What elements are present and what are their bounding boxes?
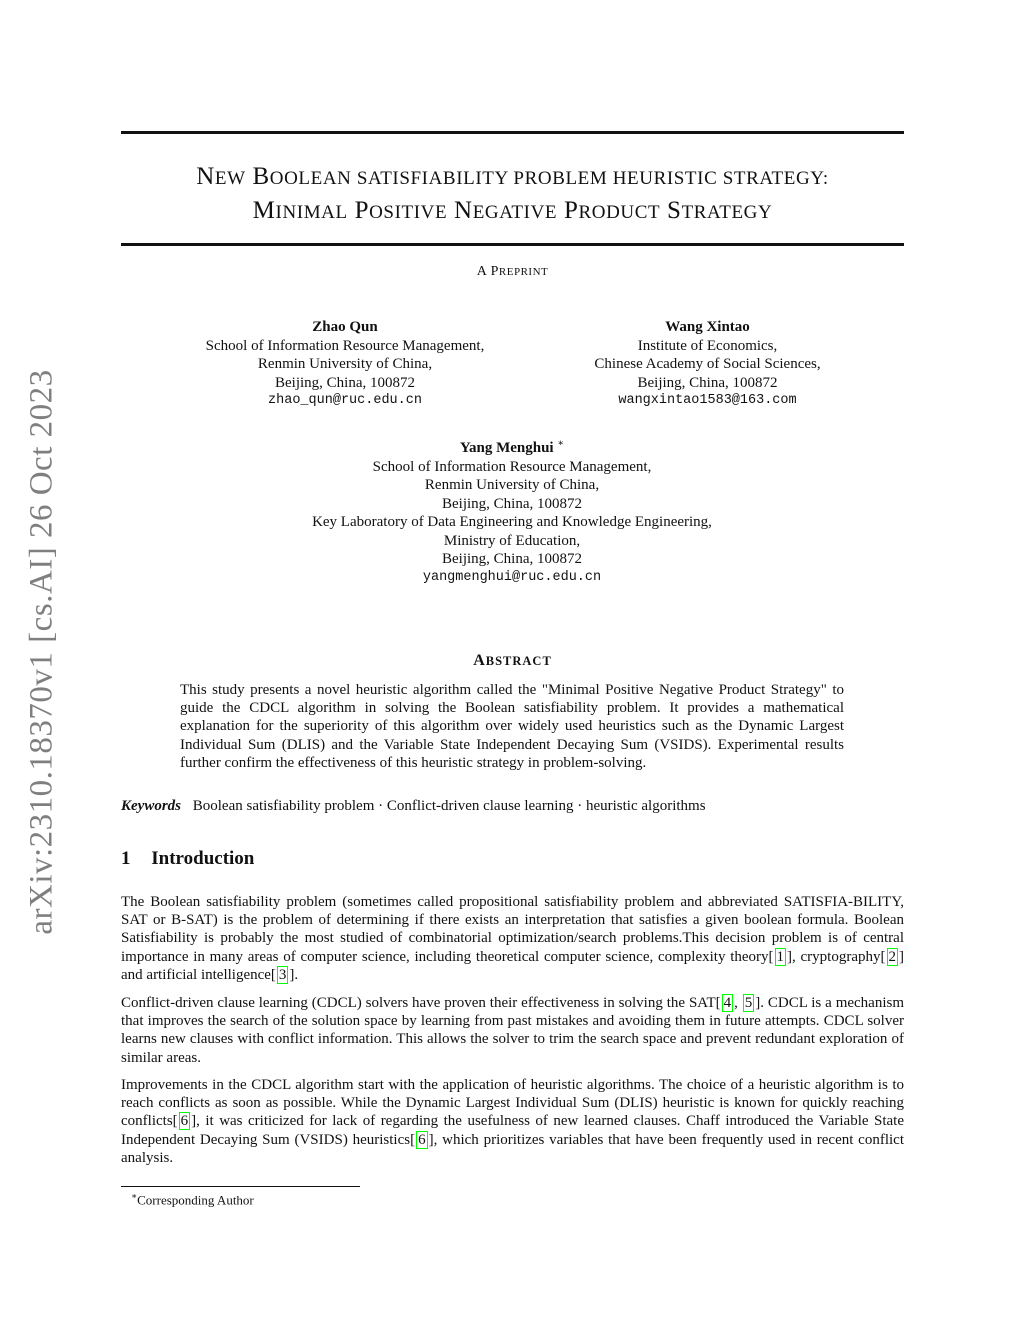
section-title: Introduction — [151, 848, 255, 869]
author-affiliation-line: Institute of Economics, — [637, 337, 778, 354]
citation-link[interactable]: 6 — [180, 1113, 189, 1130]
author-name: Yang Menghui — [459, 440, 554, 456]
paragraph-text: The Boolean satisfiability problem (sometimes called propositional satisfiability problem and abbreviated SATISFIA-BILITY, SAT or B-SAT) is the problem of determining if there exists an interpretation that satisfies a given boolean formula. Boolean Satisfiability is probably the most studied of combinatorial optimization/search problems.This decision problem is of central importance in many areas of computer science, including theoretical computer science, complexity theory[ — [121, 894, 904, 965]
author-name: Wang Xintao — [665, 319, 750, 335]
author-affiliation-line: Ministry of Education, — [443, 532, 581, 549]
citation-link[interactable]: 6 — [418, 1131, 426, 1148]
title-word: NEGATIVE — [454, 197, 558, 224]
author-block — [545, 318, 870, 411]
arxiv-identifier-stamp: arXiv:2310.18370v1 [cs.AI] 26 Oct 2023 — [23, 369, 60, 935]
author-affiliation-line: Beijing, China, 100872 — [442, 551, 582, 567]
footnote — [131, 1191, 254, 1208]
abstract-heading: ABSTRACT — [473, 652, 552, 669]
title-word: POSITIVE — [354, 197, 448, 224]
paragraph-text: , — [734, 995, 742, 1011]
author-email: zhao_qun@ruc.edu.cn — [268, 393, 422, 408]
author-affiliation-line: Chinese Academy of Social Sciences, — [594, 356, 821, 372]
author-affiliation-line: Key Laboratory of Data Engineering and Knowledge Engineering, — [312, 514, 712, 530]
title-word: STRATEGY — [667, 197, 773, 224]
citation-link[interactable]: 2 — [888, 948, 896, 965]
paragraph-text: ]. CDCL is a mechanism that improves the search of the solution space by learning from past mistakes and avoiding them in future attempts. CDCL solver learns new clauses with conflict information. This allows the solver to trim the search space and prevent redundant exploration of similar areas. — [121, 995, 905, 1066]
keywords-line — [121, 797, 904, 815]
citation-link[interactable]: 4 — [723, 995, 732, 1011]
paper-title-line-2 — [121, 195, 904, 229]
section-number: 1 — [121, 848, 131, 869]
paragraph-text: ], it was criticized for lack of regarding the usefulness of new learned clauses. Chaff introduced the Variable State Independent Decaying Sum (VSIDS) heuristics[ — [121, 1113, 904, 1148]
paper-title-line-1 — [121, 161, 904, 195]
citation-link[interactable]: 3 — [278, 966, 287, 983]
section-heading — [121, 848, 254, 870]
citation-link[interactable]: 1 — [776, 948, 785, 965]
author-block — [170, 318, 520, 411]
paragraph-text: ]. — [289, 966, 299, 983]
author-affiliation-line: Beijing, China, 100872 — [442, 495, 582, 512]
body-paragraph — [121, 1076, 904, 1167]
title-rule-top — [121, 131, 904, 134]
author-email: yangmenghui@ruc.edu.cn — [422, 569, 602, 585]
title-word: MINIMAL — [252, 197, 348, 224]
footnote-rule — [121, 1186, 360, 1187]
preprint-label: A PREPRINT — [476, 264, 549, 279]
citation-link[interactable]: 5 — [744, 995, 753, 1011]
title-rule-bottom — [121, 243, 904, 246]
paragraph-text: ] and artificial intelligence[ — [121, 948, 904, 983]
paragraph-text: Conflict-driven clause learning (CDCL) solvers have proven their effectiveness in solving the SAT[ — [121, 995, 721, 1011]
footnote-mark: ∗ — [131, 1191, 138, 1201]
paragraph-text: ], cryptography[ — [787, 948, 886, 965]
author-block — [212, 439, 812, 587]
body-paragraph — [121, 994, 904, 1067]
abstract-text: This study presents a novel heuristic algorithm called the "Minimal Positive Negative Product Strategy" to guide the CDCL algorithm in solving the Boolean satisfiability problem. It provides a mathematical explanation for the superiority of this algorithm over widely used heuristics such as the Dynamic Largest Individual Sum (DLIS) and the Variable State Independent Decaying Sum (VSIDS). Experimental results further confirm the effectiveness of this heuristic strategy in problem-solving. — [180, 682, 844, 771]
author-affiliation-line: Renmin University of China, — [424, 477, 600, 493]
paragraph-text: ], which prioritizes variables that have been frequently used in recent conflict analysis. — [121, 1131, 904, 1166]
paragraph-text: Improvements in the CDCL algorithm start with the application of heuristic algorithms. The choice of a heuristic algorithm is to reach conflicts as soon as possible. While the Dynamic Largest Individual Sum (DLIS) heuristic is known for quickly reaching conflicts[ — [121, 1077, 904, 1130]
author-affiliation-line: Beijing, China, 100872 — [275, 374, 415, 391]
author-name: Zhao Qun — [312, 319, 378, 335]
author-affiliation-line: School of Information Resource Management, — [372, 458, 652, 475]
keywords-text: Boolean satisfiability problem · Conflict-driven clause learning · heuristic algorithms — [192, 798, 706, 814]
keywords-label: Keywords — [121, 798, 181, 814]
author-affiliation-line: School of Information Resource Management, — [205, 337, 485, 354]
title-word: PRODUCT — [563, 197, 661, 224]
author-name-row — [212, 439, 812, 458]
author-affiliation-line: Beijing, China, 100872 — [637, 374, 778, 391]
title-word: BOOLEAN SATISFIABILITY PROBLEM HEURISTIC STRATEGY: — [252, 163, 829, 190]
title-word: NEW — [196, 163, 246, 190]
corresponding-author-mark: ∗ — [557, 438, 565, 449]
author-email: wangxintao1583@163.com — [618, 393, 797, 408]
footnote-text: Corresponding Author — [137, 1192, 254, 1208]
body-paragraph — [121, 893, 904, 984]
author-affiliation-line: Renmin University of China, — [257, 356, 433, 372]
